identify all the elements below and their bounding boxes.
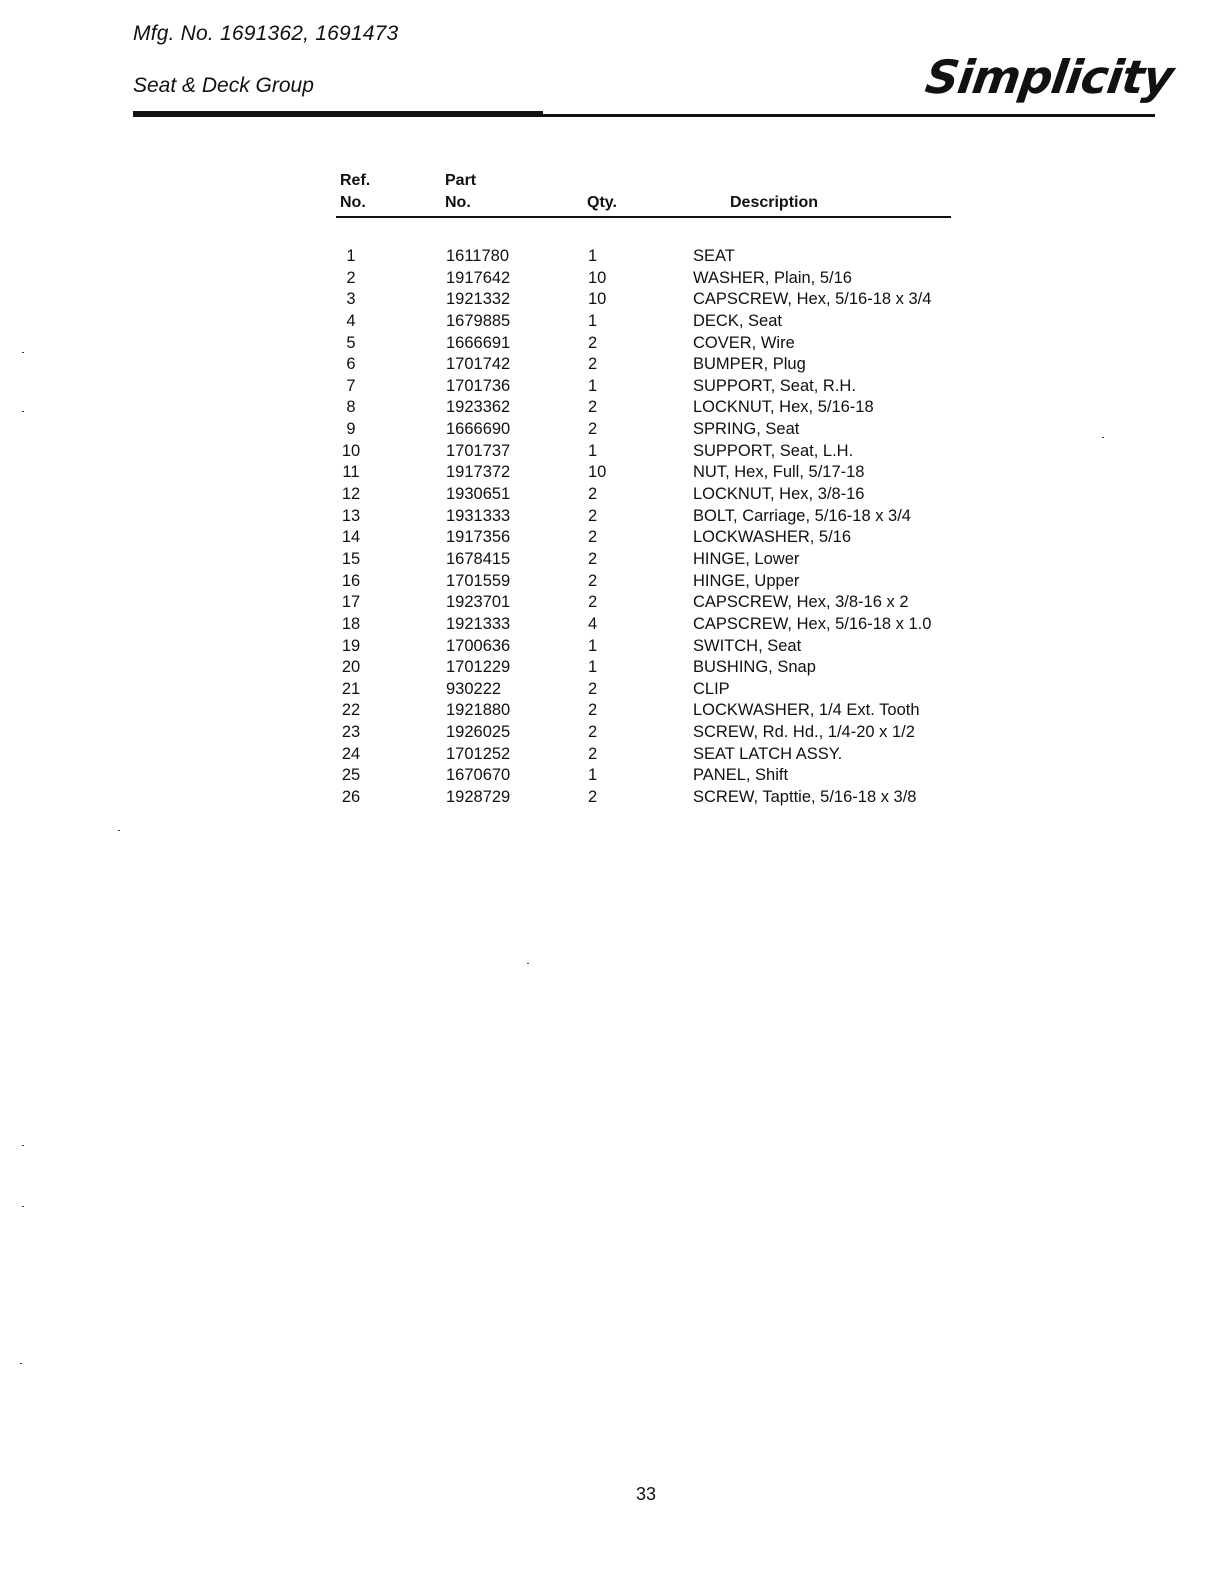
- part-no-cell: 1701559: [446, 571, 511, 590]
- qty-cell: 2: [588, 528, 598, 547]
- ref-no-cell: 3: [346, 290, 356, 309]
- part-no-cell: 1917372: [446, 463, 511, 482]
- table-row: [336, 700, 1036, 722]
- qty-cell: 2: [588, 788, 598, 807]
- part-no-cell: 1923362: [446, 398, 511, 417]
- description-cell: LOCKNUT, Hex, 3/8-16: [693, 485, 865, 504]
- part-no-cell: 1700636: [446, 636, 511, 655]
- qty-cell: 2: [588, 398, 598, 417]
- table-row: [336, 376, 1036, 398]
- scan-speck: [22, 411, 24, 412]
- ref-no-cell: 20: [341, 658, 361, 677]
- ref-no-cell: 25: [341, 766, 361, 785]
- part-no-cell: 1921332: [446, 290, 511, 309]
- ref-no-cell: 15: [341, 549, 361, 568]
- description-cell: SCREW, Rd. Hd., 1/4-20 x 1/2: [693, 723, 915, 742]
- qty-cell: 1: [588, 311, 598, 330]
- description-cell: LOCKWASHER, 1/4 Ext. Tooth: [693, 701, 920, 720]
- qty-cell: 1: [588, 441, 598, 460]
- ref-no-cell: 18: [341, 614, 361, 633]
- part-no-cell: 1931333: [446, 506, 511, 525]
- description-cell: LOCKNUT, Hex, 5/16-18: [693, 398, 874, 417]
- ref-no-cell: 16: [341, 571, 361, 590]
- table-row: [336, 787, 1036, 809]
- qty-cell: 1: [588, 766, 598, 785]
- table-row: [336, 765, 1036, 787]
- description-cell: SUPPORT, Seat, L.H.: [693, 441, 854, 460]
- ref-no-cell: 10: [341, 441, 361, 460]
- qty-cell: 2: [588, 723, 598, 742]
- brand-logo: Simplicity: [922, 50, 1177, 104]
- section-title: Seat & Deck Group: [133, 74, 314, 97]
- qty-cell: 1: [588, 636, 598, 655]
- scan-speck: [20, 1363, 22, 1364]
- mfg-number: Mfg. No. 1691362, 1691473: [133, 22, 399, 45]
- table-row: [336, 571, 1036, 593]
- description-cell: HINGE, Upper: [693, 571, 800, 590]
- description-cell: WASHER, Plain, 5/16: [693, 268, 852, 287]
- description-cell: SCREW, Tapttie, 5/16-18 x 3/8: [693, 788, 917, 807]
- ref-no-cell: 13: [341, 506, 361, 525]
- header-ref-line2: No.: [340, 194, 366, 211]
- ref-no-cell: 9: [346, 420, 356, 439]
- table-row: [336, 441, 1036, 463]
- qty-cell: 2: [588, 701, 598, 720]
- part-no-cell: 1666691: [446, 333, 511, 352]
- description-cell: LOCKWASHER, 5/16: [693, 528, 852, 547]
- part-no-cell: 1701229: [446, 658, 511, 677]
- scan-speck: [22, 1145, 24, 1146]
- header-ref-no: [340, 170, 370, 214]
- description-cell: BUMPER, Plug: [693, 355, 806, 374]
- table-row: [336, 289, 1036, 311]
- part-no-cell: 1930651: [446, 485, 511, 504]
- ref-no-cell: 2: [346, 268, 356, 287]
- part-no-cell: 1701252: [446, 744, 511, 763]
- ref-no-cell: 4: [346, 311, 356, 330]
- ref-no-cell: 12: [341, 485, 361, 504]
- part-no-cell: 1928729: [446, 788, 511, 807]
- ref-no-cell: 11: [342, 463, 360, 482]
- header-part-no: [445, 170, 476, 214]
- description-cell: CAPSCREW, Hex, 5/16-18 x 3/4: [693, 290, 932, 309]
- ref-no-cell: 26: [341, 788, 361, 807]
- scan-speck: [22, 352, 24, 353]
- part-no-cell: 1926025: [446, 723, 511, 742]
- part-no-cell: 1611780: [446, 247, 510, 265]
- part-no-cell: 1670670: [446, 766, 511, 785]
- description-cell: BOLT, Carriage, 5/16-18 x 3/4: [693, 506, 911, 525]
- description-cell: COVER, Wire: [693, 333, 795, 352]
- description-cell: SEAT: [693, 247, 735, 265]
- table-row: [336, 722, 1036, 744]
- qty-cell: 1: [588, 658, 598, 677]
- scan-speck: [1102, 437, 1104, 438]
- qty-cell: 2: [588, 744, 598, 763]
- header-rule: [133, 114, 1155, 117]
- table-row: [336, 311, 1036, 333]
- description-cell: SEAT LATCH ASSY.: [693, 744, 843, 763]
- qty-cell: 2: [588, 679, 598, 698]
- part-no-cell: 1701736: [446, 376, 511, 395]
- ref-no-cell: 24: [341, 744, 361, 763]
- header-underline: [336, 216, 951, 218]
- description-cell: CAPSCREW, Hex, 5/16-18 x 1.0: [693, 614, 932, 633]
- table-row: [336, 419, 1036, 441]
- description-cell: CAPSCREW, Hex, 3/8-16 x 2: [693, 593, 909, 612]
- table-row: [336, 657, 1036, 679]
- ref-no-cell: 17: [341, 593, 361, 612]
- description-cell: NUT, Hex, Full, 5/17-18: [693, 463, 865, 482]
- header-qty: Qty.: [587, 194, 617, 211]
- table-row: [336, 592, 1036, 614]
- table-row: [336, 333, 1036, 355]
- scan-speck: [22, 1206, 24, 1207]
- ref-no-cell: 19: [341, 636, 361, 655]
- table-row: [336, 354, 1036, 376]
- ref-no-cell: 23: [341, 723, 361, 742]
- qty-cell: 2: [588, 485, 598, 504]
- parts-table: [336, 246, 1036, 809]
- qty-cell: 10: [588, 463, 607, 482]
- description-cell: CLIP: [693, 679, 730, 698]
- description-cell: BUSHING, Snap: [693, 658, 816, 677]
- qty-cell: 10: [588, 268, 607, 287]
- ref-no-cell: 8: [346, 398, 356, 417]
- header-part-line1: Part: [445, 172, 477, 189]
- ref-no-cell: 21: [341, 679, 361, 698]
- table-row: [336, 549, 1036, 571]
- header-part-line2: No.: [445, 194, 471, 211]
- ref-no-cell: 5: [346, 333, 356, 352]
- description-cell: SPRING, Seat: [693, 420, 800, 439]
- qty-cell: 2: [588, 506, 598, 525]
- part-no-cell: 930222: [446, 679, 502, 698]
- qty-cell: 4: [588, 614, 598, 633]
- part-no-cell: 1701742: [446, 355, 511, 374]
- table-row: [336, 462, 1036, 484]
- ref-no-cell: 7: [346, 376, 356, 395]
- qty-cell: 2: [588, 355, 598, 374]
- description-cell: SWITCH, Seat: [693, 636, 802, 655]
- qty-cell: 1: [588, 247, 598, 265]
- scan-speck: [118, 830, 120, 831]
- table-row: [336, 679, 1036, 701]
- qty-cell: 2: [588, 593, 598, 612]
- part-no-cell: 1666690: [446, 420, 511, 439]
- description-cell: DECK, Seat: [693, 311, 782, 330]
- part-no-cell: 1923701: [446, 593, 511, 612]
- qty-cell: 2: [588, 549, 598, 568]
- table-row: [336, 506, 1036, 528]
- description-cell: HINGE, Lower: [693, 549, 800, 568]
- part-no-cell: 1678415: [446, 549, 511, 568]
- table-row: [336, 527, 1036, 549]
- table-row: [336, 636, 1036, 658]
- ref-no-cell: 6: [346, 355, 356, 374]
- description-cell: SUPPORT, Seat, R.H.: [693, 376, 856, 395]
- part-no-cell: 1917642: [446, 268, 511, 287]
- part-no-cell: 1921880: [446, 701, 511, 720]
- qty-cell: 10: [588, 290, 607, 309]
- part-no-cell: 1917356: [446, 528, 511, 547]
- ref-no-cell: 1: [346, 247, 356, 265]
- part-no-cell: 1921333: [446, 614, 511, 633]
- part-no-cell: 1701737: [446, 441, 511, 460]
- description-cell: PANEL, Shift: [693, 766, 789, 785]
- table-row: [336, 397, 1036, 419]
- table-row: [336, 246, 1036, 268]
- qty-cell: 2: [588, 420, 598, 439]
- table-row: [336, 484, 1036, 506]
- ref-no-cell: 22: [341, 701, 361, 720]
- qty-cell: 2: [588, 333, 598, 352]
- qty-cell: 1: [588, 376, 598, 395]
- scan-speck: [527, 963, 529, 964]
- part-no-cell: 1679885: [446, 311, 511, 330]
- ref-no-cell: 14: [341, 528, 361, 547]
- page-number: 33: [636, 1484, 657, 1504]
- header-ref-line1: Ref.: [340, 172, 371, 189]
- header-description: Description: [730, 194, 819, 211]
- table-row: [336, 744, 1036, 766]
- qty-cell: 2: [588, 571, 598, 590]
- table-row: [336, 268, 1036, 290]
- table-row: [336, 614, 1036, 636]
